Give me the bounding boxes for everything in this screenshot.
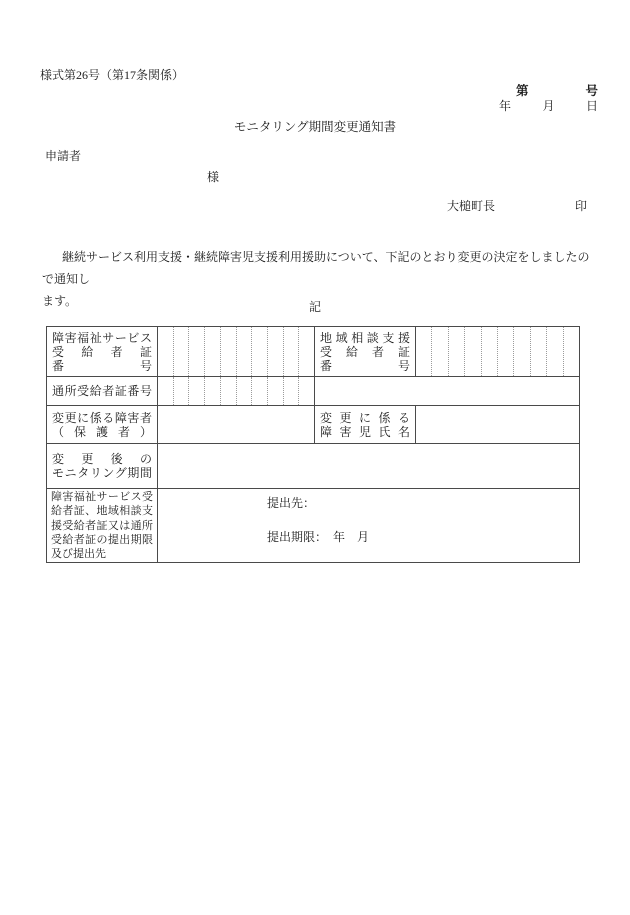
digit-cell bbox=[284, 327, 300, 376]
digit-cell bbox=[189, 327, 205, 376]
digit-cell bbox=[221, 377, 237, 405]
child-with-disability-name-field bbox=[416, 406, 580, 444]
digit-cell bbox=[205, 377, 221, 405]
digit-cell bbox=[268, 327, 284, 376]
digit-grid bbox=[158, 327, 314, 376]
label-line: 障害児氏名 bbox=[320, 424, 410, 439]
applicant-label: 申請者 bbox=[45, 149, 82, 163]
label-line: 番号 bbox=[320, 358, 410, 373]
digit-cell bbox=[416, 327, 432, 376]
mayor-seal-line bbox=[447, 197, 587, 214]
digit-cell bbox=[174, 377, 190, 405]
label-line: 障害福祉サービス bbox=[52, 330, 152, 345]
notice-body-line2: ます。 bbox=[42, 294, 78, 308]
issue-date-line bbox=[499, 97, 598, 114]
digit-cell bbox=[449, 327, 465, 376]
mayor-title: 大槌町長 bbox=[447, 199, 496, 213]
label-line: 受給者証 bbox=[52, 344, 152, 359]
label-person-with-disability bbox=[47, 406, 158, 444]
commuting-cert-number-field bbox=[158, 377, 315, 406]
doc-number-prefix: 第 bbox=[516, 84, 529, 98]
label-monitoring-period-after-change bbox=[47, 444, 158, 489]
document-title: モニタリング期間変更通知書 bbox=[233, 120, 397, 134]
digit-cell bbox=[189, 377, 205, 405]
notification-table bbox=[46, 326, 580, 563]
label-commuting-cert-number bbox=[47, 377, 158, 406]
label-line: 地域相談支援 bbox=[320, 330, 410, 345]
record-heading: 記 bbox=[308, 300, 321, 314]
monitoring-period-field bbox=[158, 444, 580, 489]
label-line: 番号 bbox=[52, 358, 152, 373]
table-row-person-names bbox=[47, 406, 580, 444]
table-row-cert-numbers bbox=[47, 327, 580, 377]
date-year-label: 年 bbox=[499, 99, 512, 113]
digit-cell bbox=[221, 327, 237, 376]
digit-cell bbox=[531, 327, 547, 376]
digit-cell bbox=[158, 327, 174, 376]
digit-cell bbox=[252, 377, 268, 405]
seal-mark: 印 bbox=[574, 199, 587, 213]
label-line: 変更後の bbox=[52, 452, 152, 466]
label-line: 変更に係る bbox=[320, 410, 410, 425]
submission-details-cell bbox=[158, 489, 580, 563]
label-line: （保護者） bbox=[52, 424, 152, 439]
label-line: 受給者証 bbox=[320, 344, 410, 359]
digit-cell bbox=[432, 327, 448, 376]
digit-cell bbox=[299, 377, 314, 405]
digit-cell bbox=[158, 377, 174, 405]
digit-cell bbox=[252, 327, 268, 376]
digit-cell bbox=[465, 327, 481, 376]
doc-number-suffix: 号 bbox=[585, 84, 598, 98]
form-number: 様式第26号（第17条関係） bbox=[40, 68, 185, 82]
digit-cell bbox=[514, 327, 530, 376]
label-disability-service-cert-number bbox=[47, 327, 158, 377]
digit-grid bbox=[416, 327, 579, 376]
digit-cell bbox=[284, 377, 300, 405]
digit-cell bbox=[564, 327, 579, 376]
table-row-submission bbox=[47, 489, 580, 563]
label-community-consult-cert-number bbox=[315, 327, 416, 377]
digit-grid bbox=[158, 377, 314, 405]
date-day-label: 日 bbox=[585, 99, 598, 113]
label-line: モニタリング期間 bbox=[52, 466, 152, 480]
notice-body-line1: 継続サービス利用支援・継続障害児支援利用援助について、下記のとおり変更の決定をしましたので通知し bbox=[42, 250, 590, 286]
date-month-label: 月 bbox=[542, 99, 555, 113]
person-with-disability-field bbox=[158, 406, 315, 444]
digit-cell bbox=[498, 327, 514, 376]
digit-cell bbox=[174, 327, 190, 376]
digit-cell bbox=[237, 377, 253, 405]
digit-cell bbox=[268, 377, 284, 405]
label-line: 変更に係る障害者 bbox=[52, 410, 152, 425]
table-row-monitoring-period bbox=[47, 444, 580, 489]
digit-cell bbox=[237, 327, 253, 376]
label-child-with-disability-name bbox=[315, 406, 416, 444]
digit-cell bbox=[482, 327, 498, 376]
submission-block bbox=[158, 489, 579, 544]
community-consult-cert-number-field bbox=[416, 327, 580, 377]
honorific-sama: 様 bbox=[207, 170, 220, 184]
disability-service-cert-number-field bbox=[158, 327, 315, 377]
digit-cell bbox=[299, 327, 314, 376]
submit-deadline-label: 提出期限： 年 月 bbox=[267, 530, 370, 544]
label-line: 通所受給者証番号 bbox=[52, 384, 152, 398]
digit-cell bbox=[205, 327, 221, 376]
table-row-commuting-cert bbox=[47, 377, 580, 406]
submit-to-label: 提出先： bbox=[267, 496, 316, 510]
digit-cell bbox=[547, 327, 563, 376]
label-cert-submission-deadline: 障害福祉サービス受給者証、地域相談支援受給者証又は通所受給者証の提出期限及び提出先 bbox=[47, 489, 158, 563]
empty-cell bbox=[315, 377, 580, 406]
